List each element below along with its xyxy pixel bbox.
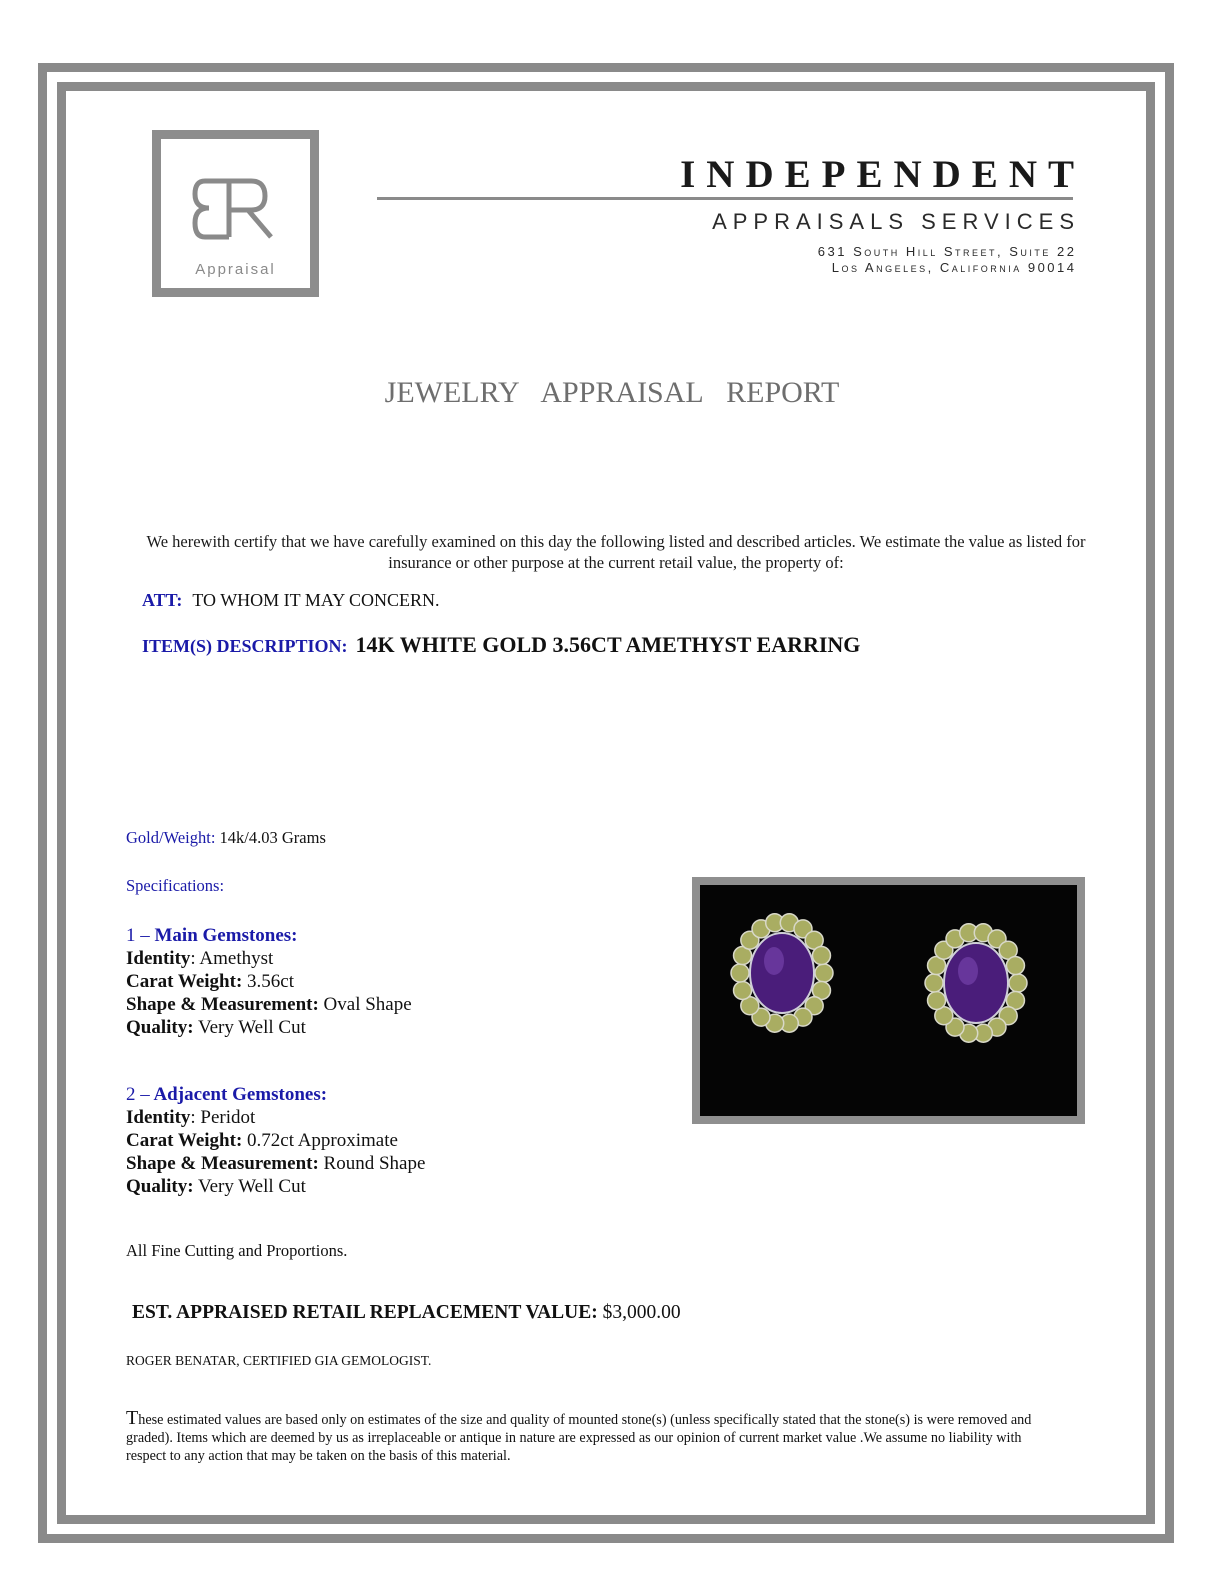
certification-text: We herewith certify that we have carefully examined on this day the following listed and described articles. We estimate the value as listed for insurance or other purpose at the current retail value, the property of: [146,532,1086,572]
appraised-value [132,1302,681,1324]
peridot-stone [815,964,833,982]
gold-weight-value: 14k/4.03 Grams [219,828,326,847]
main-shape: Shape & Measurement: Oval Shape [126,994,412,1015]
adjacent-shape: Shape & Measurement: Round Shape [126,1153,426,1174]
amethyst-stone [944,943,1008,1023]
main-gemstones-heading: 1 – Main Gemstones: [126,925,298,946]
item-description [142,632,860,658]
fine-cutting-note: All Fine Cutting and Proportions. [126,1241,348,1260]
br-monogram-icon [191,175,281,245]
peridot-stone [731,964,749,982]
description-value: 14K WHITE GOLD 3.56CT AMETHYST EARRING [355,632,861,657]
adjacent-gemstones [126,1083,425,1198]
adjacent-gemstones-heading: 2 – Adjacent Gemstones: [126,1084,328,1105]
gemologist-signature: ROGER BENATAR, CERTIFIED GIA GEMOLOGIST. [126,1353,432,1368]
earring-photo-background [700,885,1077,1116]
company-tagline: APPRAISALS SERVICES [712,209,1080,234]
main-carat: Carat Weight: 3.56ct [126,971,294,992]
peridot-stone [734,981,752,999]
peridot-stone [812,947,830,965]
header-rule [377,197,1073,200]
main-quality: Quality: Very Well Cut [126,1017,306,1038]
specifications-label: Specifications: [126,876,225,895]
earrings-image [700,885,1077,1116]
disclaimer: These estimated values are based only on estimates of the size and quality of mounted stone(s) (unless specifically stated that the stone(s) is were removed and graded). Items which are deemed by us as irreplaceable or antique in nature are expressed as our opinion of current market value .We assume no liability with respect to any action that may be taken on the basis of this material. [126,1407,1032,1464]
peridot-stone [928,991,946,1009]
adjacent-carat: Carat Weight: 0.72ct Approximate [126,1130,398,1151]
peridot-stone [1006,957,1024,975]
gold-weight [126,828,326,848]
company-name: INDEPENDENT [680,153,1085,196]
earring-photo [692,877,1085,1124]
att-label: ATT: [142,590,183,610]
att-value: TO WHOM IT MAY CONCERN. [192,590,440,610]
amethyst-stone [750,933,814,1013]
br-appraisal-logo [152,130,319,297]
logo-caption: Appraisal [195,261,276,278]
att-line [142,590,440,611]
adjacent-quality: Quality: Very Well Cut [126,1176,306,1197]
amethyst-highlight [958,957,978,985]
gold-weight-label: Gold/Weight: [126,828,216,847]
peridot-stone [925,974,943,992]
appraised-value-amount: $3,000.00 [602,1302,681,1323]
appraised-value-label: EST. APPRAISED RETAIL REPLACEMENT VALUE: [132,1302,598,1323]
address-line-1: 631 South Hill Street, Suite 22 [817,244,1077,259]
main-identity: Identity: Amethyst [126,948,274,969]
report-title: JEWELRY APPRAISAL REPORT [384,376,840,409]
address-line-2: Los Angeles, California 90014 [831,260,1077,275]
description-label: ITEM(S) DESCRIPTION: [142,636,348,656]
adjacent-identity: Identity: Peridot [126,1107,256,1128]
main-gemstones [126,924,412,1039]
peridot-stone [1009,974,1027,992]
amethyst-highlight [764,947,784,975]
